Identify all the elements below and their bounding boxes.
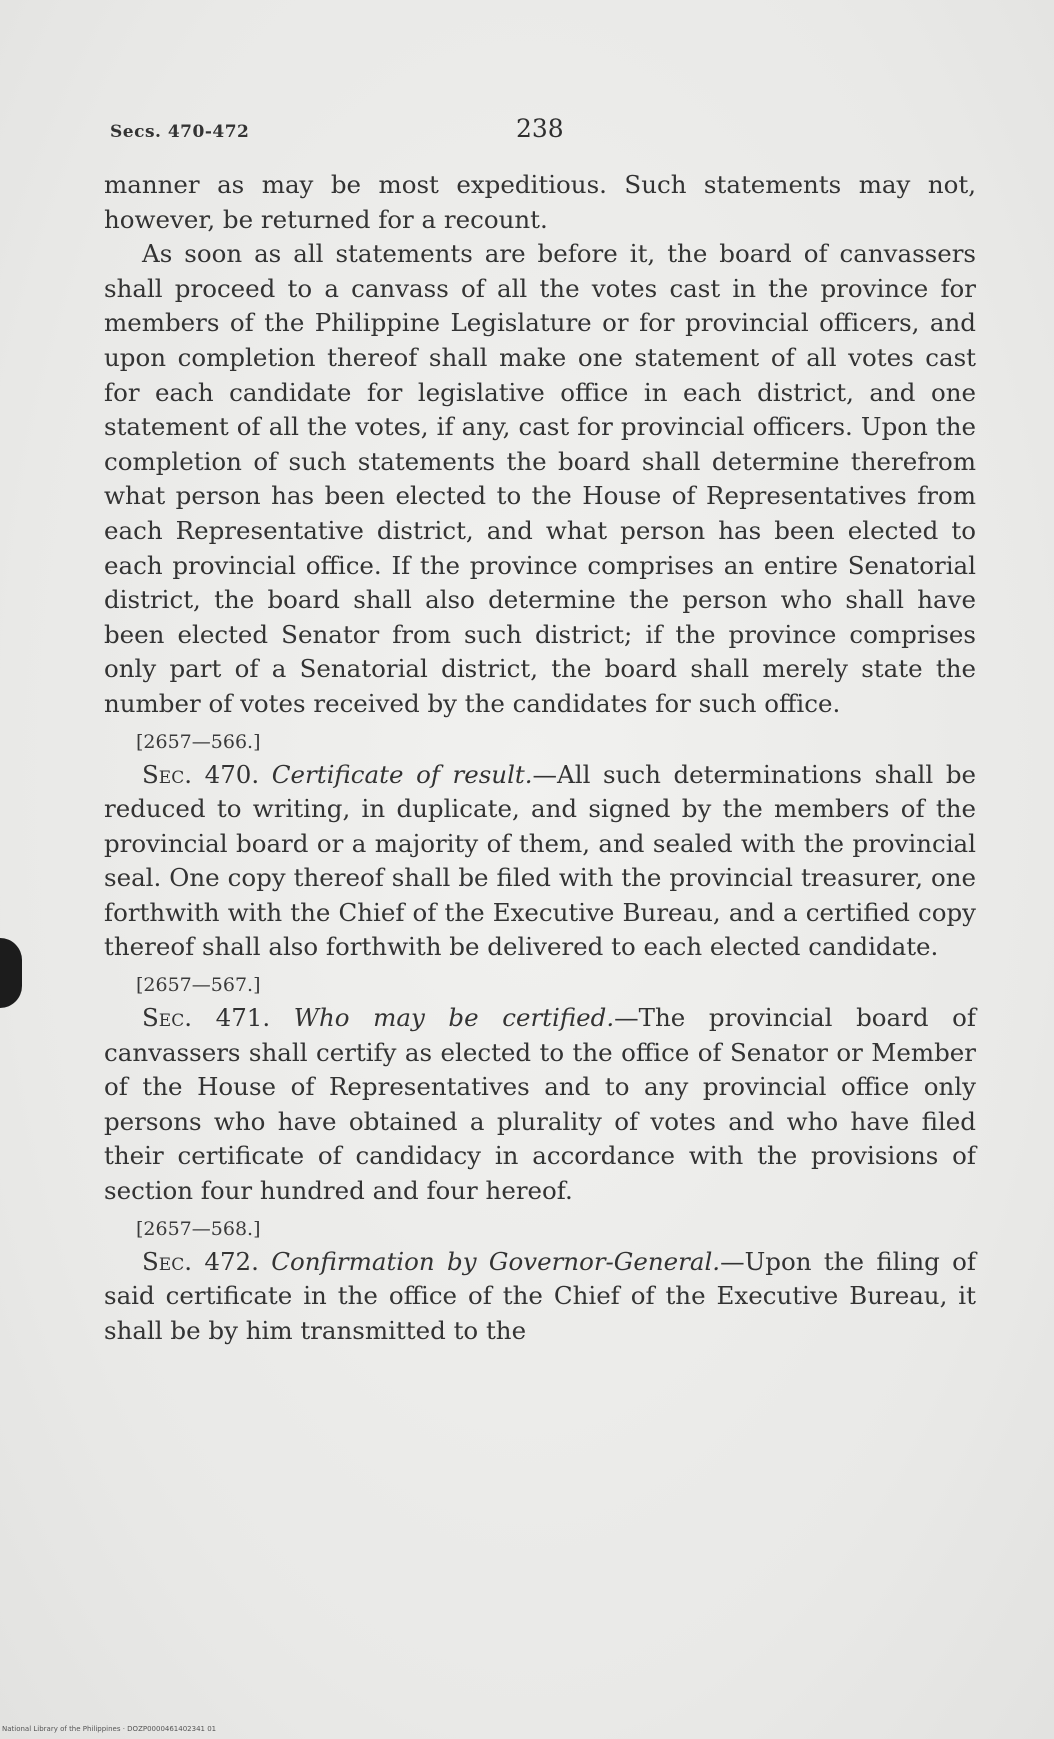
section-title: Who may be certified. — [293, 1003, 615, 1033]
ink-blot — [0, 938, 22, 1008]
section-472 — [104, 1245, 976, 1349]
section-471 — [104, 1001, 976, 1209]
citation-470: [2657—566.] — [136, 730, 261, 753]
body-text — [104, 168, 976, 1348]
section-range: Secs. 470-472 — [110, 122, 250, 142]
citation-471: [2657—567.] — [136, 974, 261, 997]
running-head — [110, 114, 930, 148]
scan-credit: National Library of the Philippines · DOZP0000461402341 01 — [2, 1725, 217, 1733]
section-text: —Upon the filing of said certificate in the office of the Chief of the Executive Bureau, it shall be by him transmitted to the — [104, 1246, 976, 1345]
citation-472: [2657—568.] — [136, 1217, 261, 1240]
page-number: 238 — [516, 114, 564, 143]
section-text: —The provincial board of canvassers shall certify as elected to the office of Senator or Member of the House of Representatives and to any provincial office only persons who have obtained a plurality of votes and who have filed their certificate of candidacy in accordance with the provisions of section four hundred and four hereof. — [104, 1003, 976, 1206]
section-label: Sec. 471. — [142, 1003, 271, 1033]
section-label: Sec. 470. — [142, 759, 260, 789]
section-title: Confirmation by Governor-General. — [271, 1246, 721, 1276]
section-text: —All such determinations shall be reduced to writing, in duplicate, and signed by the members of the provincial board or a majority of them, and sealed with the provincial seal. One copy thereof shall be filed with the provincial treasurer, one forthwith with the Chief of the Executive Bureau, and a certified copy thereof shall also forthwith be delivered to each elected candidate. — [104, 759, 977, 962]
section-title: Certificate of result. — [271, 759, 533, 789]
paragraph-continuation: manner as may be most expeditious. Such statements may not, however, be returned for a recount. — [104, 170, 976, 234]
paragraph-canvass: As soon as all statements are before it, the board of canvassers shall proceed to a canvass of all the votes cast in the province for members of the Philippine Legislature or for provincial officers, and upon completion thereof shall make one statement of all votes cast for each candidate for legislative office in each district, and one statement of all the votes, if any, cast for provincial officers. Upon the completion of such statements the board shall determine therefrom what person has been elected to the House of Representatives from each Representative district, and what person has been elected to each provincial office. If the province comprises an entire Senatorial district, the board shall also determine the person who shall have been elected Senator from such district; if the province comprises only part of a Senatorial district, the board shall merely state the number of votes received by the candidates for such office. — [104, 239, 976, 718]
section-label: Sec. 472. — [142, 1246, 259, 1276]
section-470 — [104, 758, 976, 966]
